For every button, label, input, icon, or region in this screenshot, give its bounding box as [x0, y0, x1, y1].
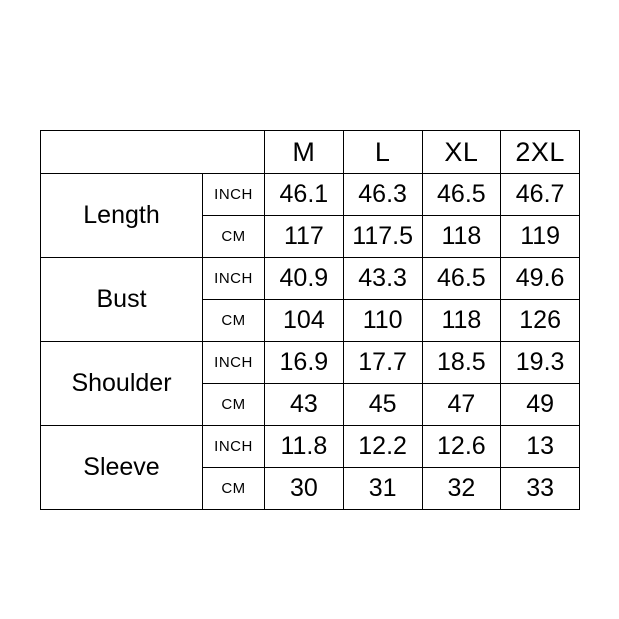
value-cell: 49.6	[501, 258, 580, 300]
measurement-label-length: Length	[41, 174, 203, 258]
measurement-label-sleeve: Sleeve	[41, 426, 203, 510]
value-cell: 46.7	[501, 174, 580, 216]
value-cell: 30	[265, 468, 344, 510]
table-row	[41, 426, 580, 468]
value-cell: 12.6	[422, 426, 501, 468]
measurement-label-bust: Bust	[41, 258, 203, 342]
unit-label: INCH	[203, 174, 265, 216]
unit-label: INCH	[203, 258, 265, 300]
unit-label: CM	[203, 216, 265, 258]
value-cell: 119	[501, 216, 580, 258]
unit-label: CM	[203, 300, 265, 342]
value-cell: 43	[265, 384, 344, 426]
table-row	[41, 342, 580, 384]
value-cell: 13	[501, 426, 580, 468]
value-cell: 46.5	[422, 258, 501, 300]
corner-cell	[41, 131, 265, 174]
value-cell: 118	[422, 216, 501, 258]
size-header-l: L	[343, 131, 422, 174]
value-cell: 45	[343, 384, 422, 426]
value-cell: 117.5	[343, 216, 422, 258]
size-header-2xl: 2XL	[501, 131, 580, 174]
value-cell: 17.7	[343, 342, 422, 384]
size-header-m: M	[265, 131, 344, 174]
value-cell: 19.3	[501, 342, 580, 384]
table-row	[41, 174, 580, 216]
unit-label: INCH	[203, 426, 265, 468]
value-cell: 32	[422, 468, 501, 510]
value-cell: 46.3	[343, 174, 422, 216]
unit-label: CM	[203, 384, 265, 426]
value-cell: 104	[265, 300, 344, 342]
unit-label: CM	[203, 468, 265, 510]
value-cell: 47	[422, 384, 501, 426]
value-cell: 110	[343, 300, 422, 342]
size-chart-table	[40, 130, 580, 510]
value-cell: 12.2	[343, 426, 422, 468]
measurement-label-shoulder: Shoulder	[41, 342, 203, 426]
size-header-xl: XL	[422, 131, 501, 174]
value-cell: 31	[343, 468, 422, 510]
value-cell: 16.9	[265, 342, 344, 384]
value-cell: 46.5	[422, 174, 501, 216]
value-cell: 18.5	[422, 342, 501, 384]
value-cell: 117	[265, 216, 344, 258]
value-cell: 46.1	[265, 174, 344, 216]
value-cell: 49	[501, 384, 580, 426]
table-row	[41, 258, 580, 300]
value-cell: 126	[501, 300, 580, 342]
unit-label: INCH	[203, 342, 265, 384]
value-cell: 118	[422, 300, 501, 342]
value-cell: 11.8	[265, 426, 344, 468]
size-chart-container	[40, 130, 579, 510]
value-cell: 33	[501, 468, 580, 510]
table-header-row	[41, 131, 580, 174]
value-cell: 43.3	[343, 258, 422, 300]
value-cell: 40.9	[265, 258, 344, 300]
